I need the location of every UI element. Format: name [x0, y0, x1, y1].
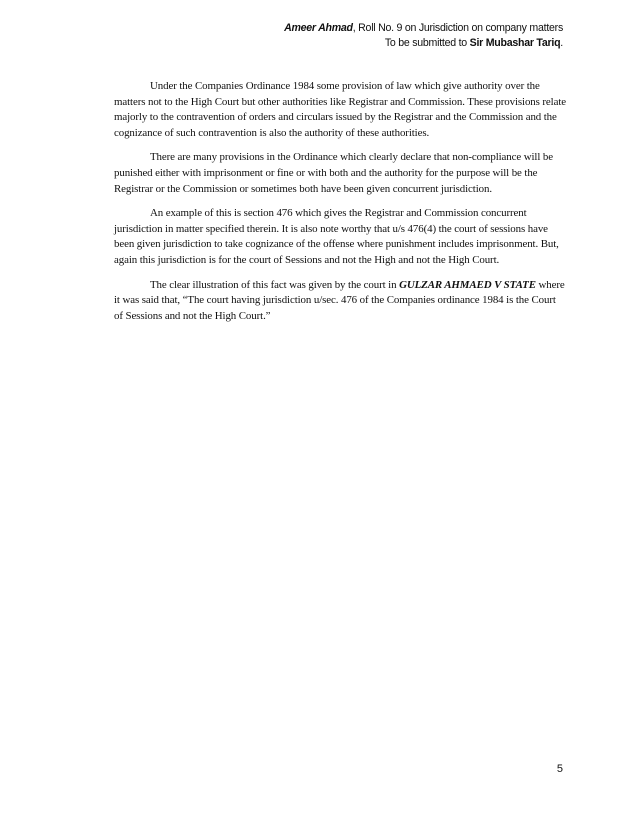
page-header: [284, 21, 563, 51]
body-paragraph-1: Under the Companies Ordinance 1984 some provision of law which give authority over the matters not to the High Court but other authorities like Registrar and Commission. These provisions relate majorly to the contravention of orders and circulars issued by the Registrar and the Commission and the cognizance of such contravention is also the authority of these authorities.: [114, 80, 566, 139]
page-number: 5: [556, 763, 563, 775]
body-paragraph-4: [114, 278, 567, 325]
body-paragraph-3: An example of this is section 476 which gives the Registrar and Commission concurrent jurisdiction in matter specified therein. It is also note worthy that u/s 476(4) the court of sessions have been given jurisdiction to take cognizance of the offense where punishment includes imprisonment. But, again this jurisdiction is for the court of Sessions and not the High and not the High Court.: [114, 207, 559, 266]
document-body: [114, 79, 567, 333]
paragraph-4-quote: where it was said that, “The court having jurisdiction u/sec. 476 of the Companies ordinance 1984 is the Court of Sessions and not the High Court.”: [114, 278, 565, 322]
header-line-1: [284, 21, 563, 36]
supervisor-name: Sir Mubashar Tariq: [469, 37, 561, 49]
header-line-2: [284, 36, 563, 51]
author-name: Ameer Ahmad: [284, 22, 353, 34]
header-line-1-text: , Roll No. 9 on Jurisdiction on company matters: [352, 22, 563, 34]
body-paragraph-2: There are many provisions in the Ordinance which clearly declare that non-compliance will be punished either with imprisonment or fine or with both and the authority for the purpose will be the Registrar or the Commission or sometimes both have been given concurrent jurisdiction.: [114, 151, 553, 195]
header-line-2-suffix: .: [560, 37, 563, 49]
case-citation: GULZAR AHMAED V STATE: [399, 278, 536, 291]
header-line-2-prefix: To be submitted to: [384, 37, 470, 49]
paragraph-4-intro: The clear illustration of this fact was given by the court in: [150, 278, 400, 291]
